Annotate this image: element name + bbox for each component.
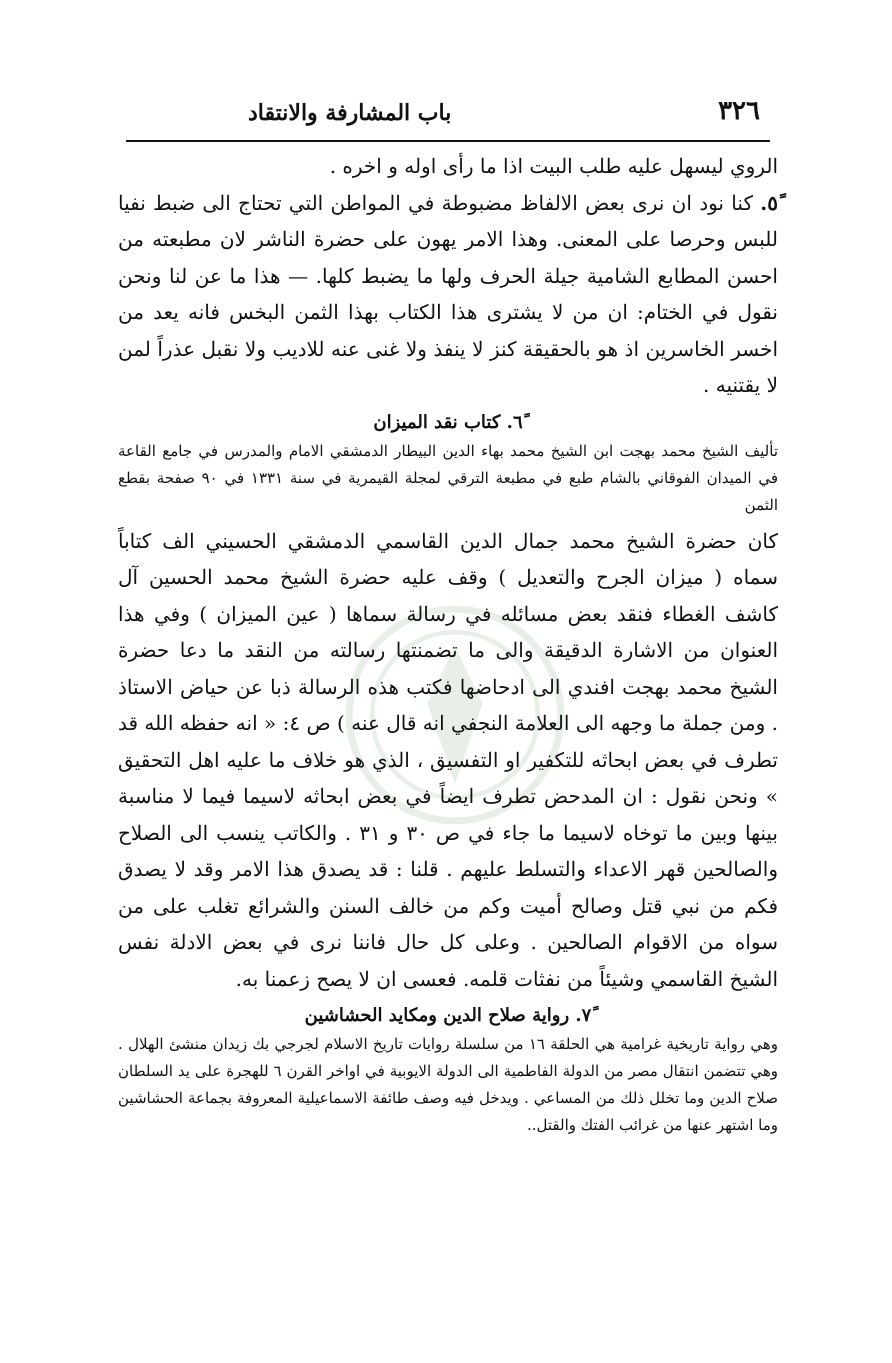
paragraph-closing-line: الروي ليسهل عليه طلب البيت اذا ما رأى اوله و اخره . bbox=[329, 154, 778, 178]
section-6-bibliographic-note: تأليف الشيخ محمد بهجت ابن الشيخ محمد بهاء الدين البيطار الدمشقي الامام والمدرس في جامع القاعة في الميدان الفوقاني بالشام طبع في مطبعة الترقي لمجلة القيمرية في سنة ١٣٣١ في ٩٠ صفحة بقطع الثمن bbox=[118, 441, 778, 514]
item-5-text: كنا نود ان نرى بعض الالفاظ مضبوطة في المواطن التي تحتاج الى ضبط نفيا للبس وحرصا على المعنى. وهذا الامر يهون على حضرة الناشر لان مطبعته من احسن المطابع الشامية جيلة الحرف ولها ما يضبط كلها. — هذا ما عن لنا ونحن نقول في الختام: ان من لا يشترى هذا الكتاب بهذا الثمن البخس فانه يعد من اخسر الخاسرين اذ هو بالحقيقة كنز لا ينفذ ولا غنى عنه للاديب ولا نقبل عذراً لمن لا يقتنيه . bbox=[118, 190, 778, 397]
page-header bbox=[128, 92, 768, 138]
page-number: ٣٢٦ bbox=[718, 96, 760, 126]
section-7-heading: ٧ً. رواية صلاح الدين ومكايد الحشاشين bbox=[304, 1005, 592, 1026]
item-number-5: ٥ً. bbox=[760, 190, 778, 215]
section-7-review: وهي رواية تاريخية غرامية هي الحلقة ١٦ من سلسلة روايات تاريخ الاسلام لجرجي بك زيدان منشئ الهلال . وهي تتضمن انتقال مصر من الدولة الفاطمية الى الدولة الايوبية في اواخر القرن ٦ للهجرة على يد السلطان صلاح الدين وما تخلل ذلك من المساعي . ويدخل فيه وصف طائفة الاسماعيلية المعروفة بجماعة الحشاشين وما اشتهر عنها من غرائب الفتك والقتل.. bbox=[118, 1035, 779, 1134]
paragraph-item-5 bbox=[118, 185, 778, 404]
section-6-heading: ٦ً. كتاب نقد الميزان bbox=[373, 411, 523, 433]
header-rule bbox=[126, 140, 770, 142]
running-title: باب المشارفة والانتقاد bbox=[248, 100, 452, 126]
article-body bbox=[118, 148, 778, 1139]
section-6-review: كان حضرة الشيخ محمد جمال الدين القاسمي الدمشقي الحسيني الف كتاباً سماه ( ميزان الجرح والتعديل ) وقف عليه حضرة الشيخ محمد الحسين آل كاشف الغطاء فنقد بعض مسائله في رسالة سماها ( عين الميزان ) وفي هذا العنوان من الاشارة الدقيقة والى ما تضمنتها رسالته من النقد ما دعا حضرة الشيخ محمد بهجت افندي الى ادحاضها فكتب هذه الرسالة ذبا عن حياض الاستاذ . ومن جملة ما وجهه الى العلامة النجفي انه قال عنه ) ص ٤: « انه حفظه الله قد تطرف في بعض ابحاثه للتكفير او التفسيق ، الذي هو خلاف ما عليه اهل التحقيق » ونحن نقول : ان المدحض تطرف ايضاً في بعض ابحاثه لاسيما فيما لا مناسبة بينها وبين ما توخاه لاسيما ما جاء في ص ٣٠ و ٣١ . والكاتب ينسب الى الصلاح والصالحين قهر الاعداء والتسلط عليهم . قلنا : قد يصدق هذا الامر وقد لا يصدق فكم من نبي قتل وصالح أميت وكم من خالف السنن والشرائع تغلب على من سواه من الاقوام الصالحين . وعلى كل حال فاننا نرى في بعض الادلة نفس الشيخ القاسمي وشيئاً من نفثات قلمه. فعسى ان لا يصح زعمنا به. bbox=[118, 528, 778, 991]
